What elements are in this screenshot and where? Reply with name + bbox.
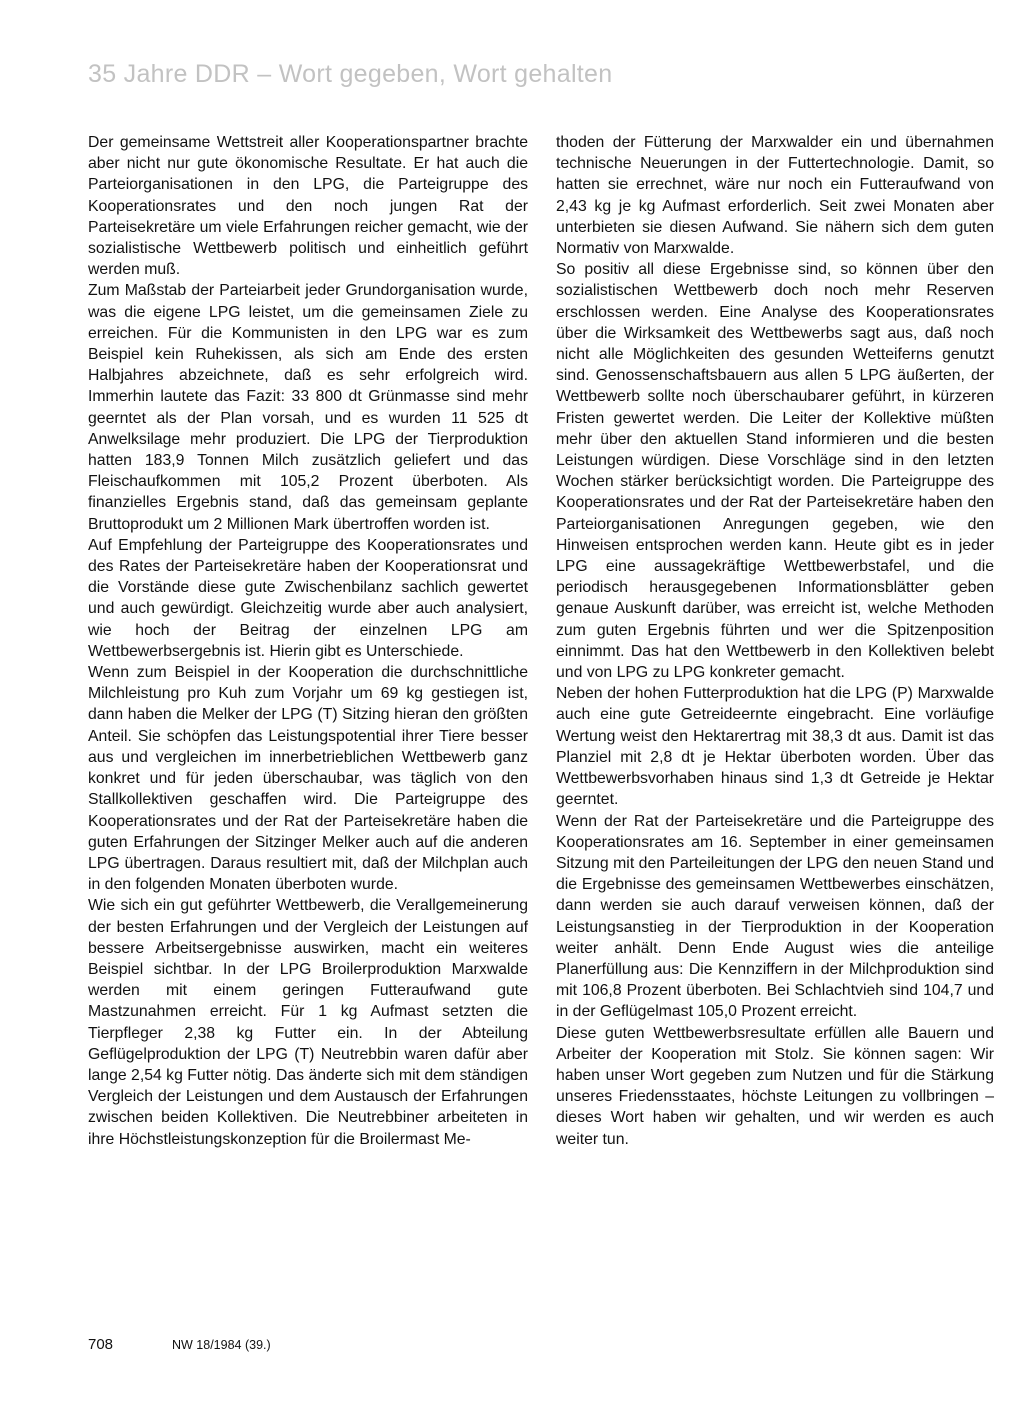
paragraph: Diese guten Wettbewerbsresultate erfüllen alle Bauern und Arbeiter der Kooperation mit Stolz. Sie können sagen: Wir haben unser Wort gegeben zum Nutzen und für die Stärkung unseres Friedensstaates, höchste Leitungen zu vollbringen – dieses Wort haben wir gehalten, und wir werden es auch weiter tun. [556, 1024, 994, 1148]
paragraph: Neben der hohen Futterproduktion hat die LPG (P) Marxwalde auch eine gute Getreideernte eingebracht. Eine vorläufige Wertung weist den Hektarertrag mit 38,3 dt aus. Damit ist das Planziel mit 2,8 dt je Hektar überboten worden. Über das Wettbewerbsvorhaben hinaus sind 1,3 dt Getreide je Hektar geerntet. [556, 685, 994, 809]
page-number: 708 [88, 1336, 114, 1353]
paragraph: Wenn zum Beispiel in der Kooperation die durchschnittliche Milchleistung pro Kuh zum Vorjahr um 69 kg gestiegen ist, dann haben die Melker der LPG (T) Sitzing hieran den größten Anteil. Sie schöpfen das Leistungspotential ihrer Tiere besser aus und vergleichen im innerbetrieblichen Wettbewerb ganz konkret und für jeden überschaubar, was täglich von den Stallkollektiven geschaffen wird. Die Parteigruppe des Kooperationsrates und der Rat der Parteisekretäre haben die guten Erfahrungen der Sitzinger Melker auch auf die anderen LPG übertragen. Daraus resultiert mit, daß der Milchplan auch in den folgenden Monaten überboten wurde. [88, 664, 528, 894]
right-column [556, 132, 994, 1150]
paragraph: Der gemeinsame Wettstreit aller Kooperationspartner brachte aber nicht nur gute ökonomische Resultate. Er hat auch die Parteiorganisationen in den LPG, die Parteigruppe des Kooperationsrates und den noch jungen Rat der Parteisekretäre um viele Erfahrungen reicher gemacht, wie der sozialistische Wettbewerb politisch und einheitlich geführt werden muß. [88, 134, 528, 279]
paragraph: Wenn der Rat der Parteisekretäre und die Parteigruppe des Kooperationsrates am 16. September in einer gemeinsamen Sitzung mit den Parteileitungen der LPG den neuen Stand und die Ergebnisse des gemeinsamen Wettbewerbes einschätzen, dann werden sie auch darauf verweisen können, daß der Leistungsanstieg in der Tierproduktion in der Kooperation weiter anhält. Denn Ende August wies die anteilige Planerfüllung aus: Die Kennziffern in der Milchproduktion sind mit 106,8 Prozent überboten. Bei Schlachtvieh sind 104,7 und in der Geflügelmast 105,0 Prozent erreicht. [556, 812, 994, 1021]
paragraph: Wie sich ein gut geführter Wettbewerb, die Verallgemeinerung der besten Erfahrungen und der Vergleich der Leistungen auf bessere Arbeitsergebnisse auswirken, macht ein weiteres Beispiel sichtbar. In der LPG Broilerproduktion Marxwalde werden mit einem geringen Futteraufwand gute Mastzunahmen erreicht. Für 1 kg Aufmast setzten die Tierpfleger 2,38 kg Futter ein. In der Abteilung Geflügelproduktion der LPG (T) Neutrebbin waren dafür aber lange 2,54 kg Futter nötig. Das änderte sich mit dem ständigen Vergleich der Leistungen und dem Austausch der Erfahrungen zwischen beiden Kollektiven. Die Neutrebbiner arbeiteten in ihre Höchstleistungskonzeption für die Broilermast Me- [88, 897, 528, 1148]
paragraph: Auf Empfehlung der Parteigruppe des Kooperationsrates und des Rates der Parteisekretäre haben der Kooperationsrat und die Vorstände diese gute Zwischenbilanz sachlich gewertet und auch gewürdigt. Gleichzeitig wurde aber auch analysiert, wie hoch der Beitrag der einzelnen LPG am Wettbewerbsergebnis ist. Hierin gibt es Unterschiede. [88, 536, 528, 660]
paragraph: thoden der Fütterung der Marxwalder ein und übernahmen technische Neuerungen in der Futtertechnologie. Damit, so hatten sie errechnet, wäre nur noch ein Futteraufwand von 2,43 kg je kg Aufmast erforderlich. Seit zwei Monaten aber unterbieten sie diesen Aufwand. Sie nähern sich dem guten Normativ von Marxwalde. [556, 134, 994, 258]
paragraph: So positiv all diese Ergebnisse sind, so können über den sozialistischen Wettbewerb doch noch mehr Reserven erschlossen werden. Eine Analyse des Kooperationsrates über die Wirksamkeit des Wettbewerbs sagt aus, daß noch nicht alle Möglichkeiten des gesunden Wetteiferns genutzt sind. Genossenschaftsbauern aus allen 5 LPG äußerten, der Wettbewerb sollte noch überschaubarer geführt, in kürzeren Fristen gewertet werden. Die Leiter der Kollektive müßten mehr über den aktuellen Stand informieren und die besten Leistungen würdigen. Diese Vorschläge sind in den letzten Wochen stärker berücksichtigt worden. Die Parteigruppe des Kooperationsrates und der Rat der Parteisekretäre haben den Parteiorganisationen Anregungen gegeben, wie den Hinweisen entsprochen werden kann. Heute gibt es in jeder LPG eine aussagekräftige Wettbewerbstafel, und die periodisch herausgegebenen Informationsblätter geben genaue Auskunft darüber, was erreicht ist, welche Methoden zum guten Ergebnis führten und wer die Spitzenposition einnimmt. Das hat den Wettbewerb in den Kollektiven belebt und von LPG zu LPG konkreter gemacht. [556, 261, 994, 682]
running-title: 35 Jahre DDR – Wort gegeben, Wort gehalten [88, 60, 613, 88]
left-column [88, 132, 528, 1150]
paragraph: Zum Maßstab der Parteiarbeit jeder Grundorganisation wurde, was die eigene LPG leistet, um die gemeinsamen Ziele zu erreichen. Für die Kommunisten in den LPG war es zum Beispiel kein Ruhekissen, als sich am Ende des ersten Halbjahres abzeichnete, daß es sehr erfolgreich wird. Immerhin lautete das Fazit: 33 800 dt Grünmasse sind mehr geerntet als der Plan vorsah, und es wurden 11 525 dt Anwelksilage mehr produziert. Die LPG der Tierproduktion hatten 183,9 Tonnen Milch zusätzlich geliefert und das Fleischaufkommen mit 105,2 Prozent überboten. Als finanzielles Ergebnis stand, daß das gemeinsam geplante Bruttoprodukt um 2 Millionen Mark übertroffen worden ist. [88, 282, 528, 533]
issue-reference: NW 18/1984 (39.) [172, 1338, 271, 1352]
